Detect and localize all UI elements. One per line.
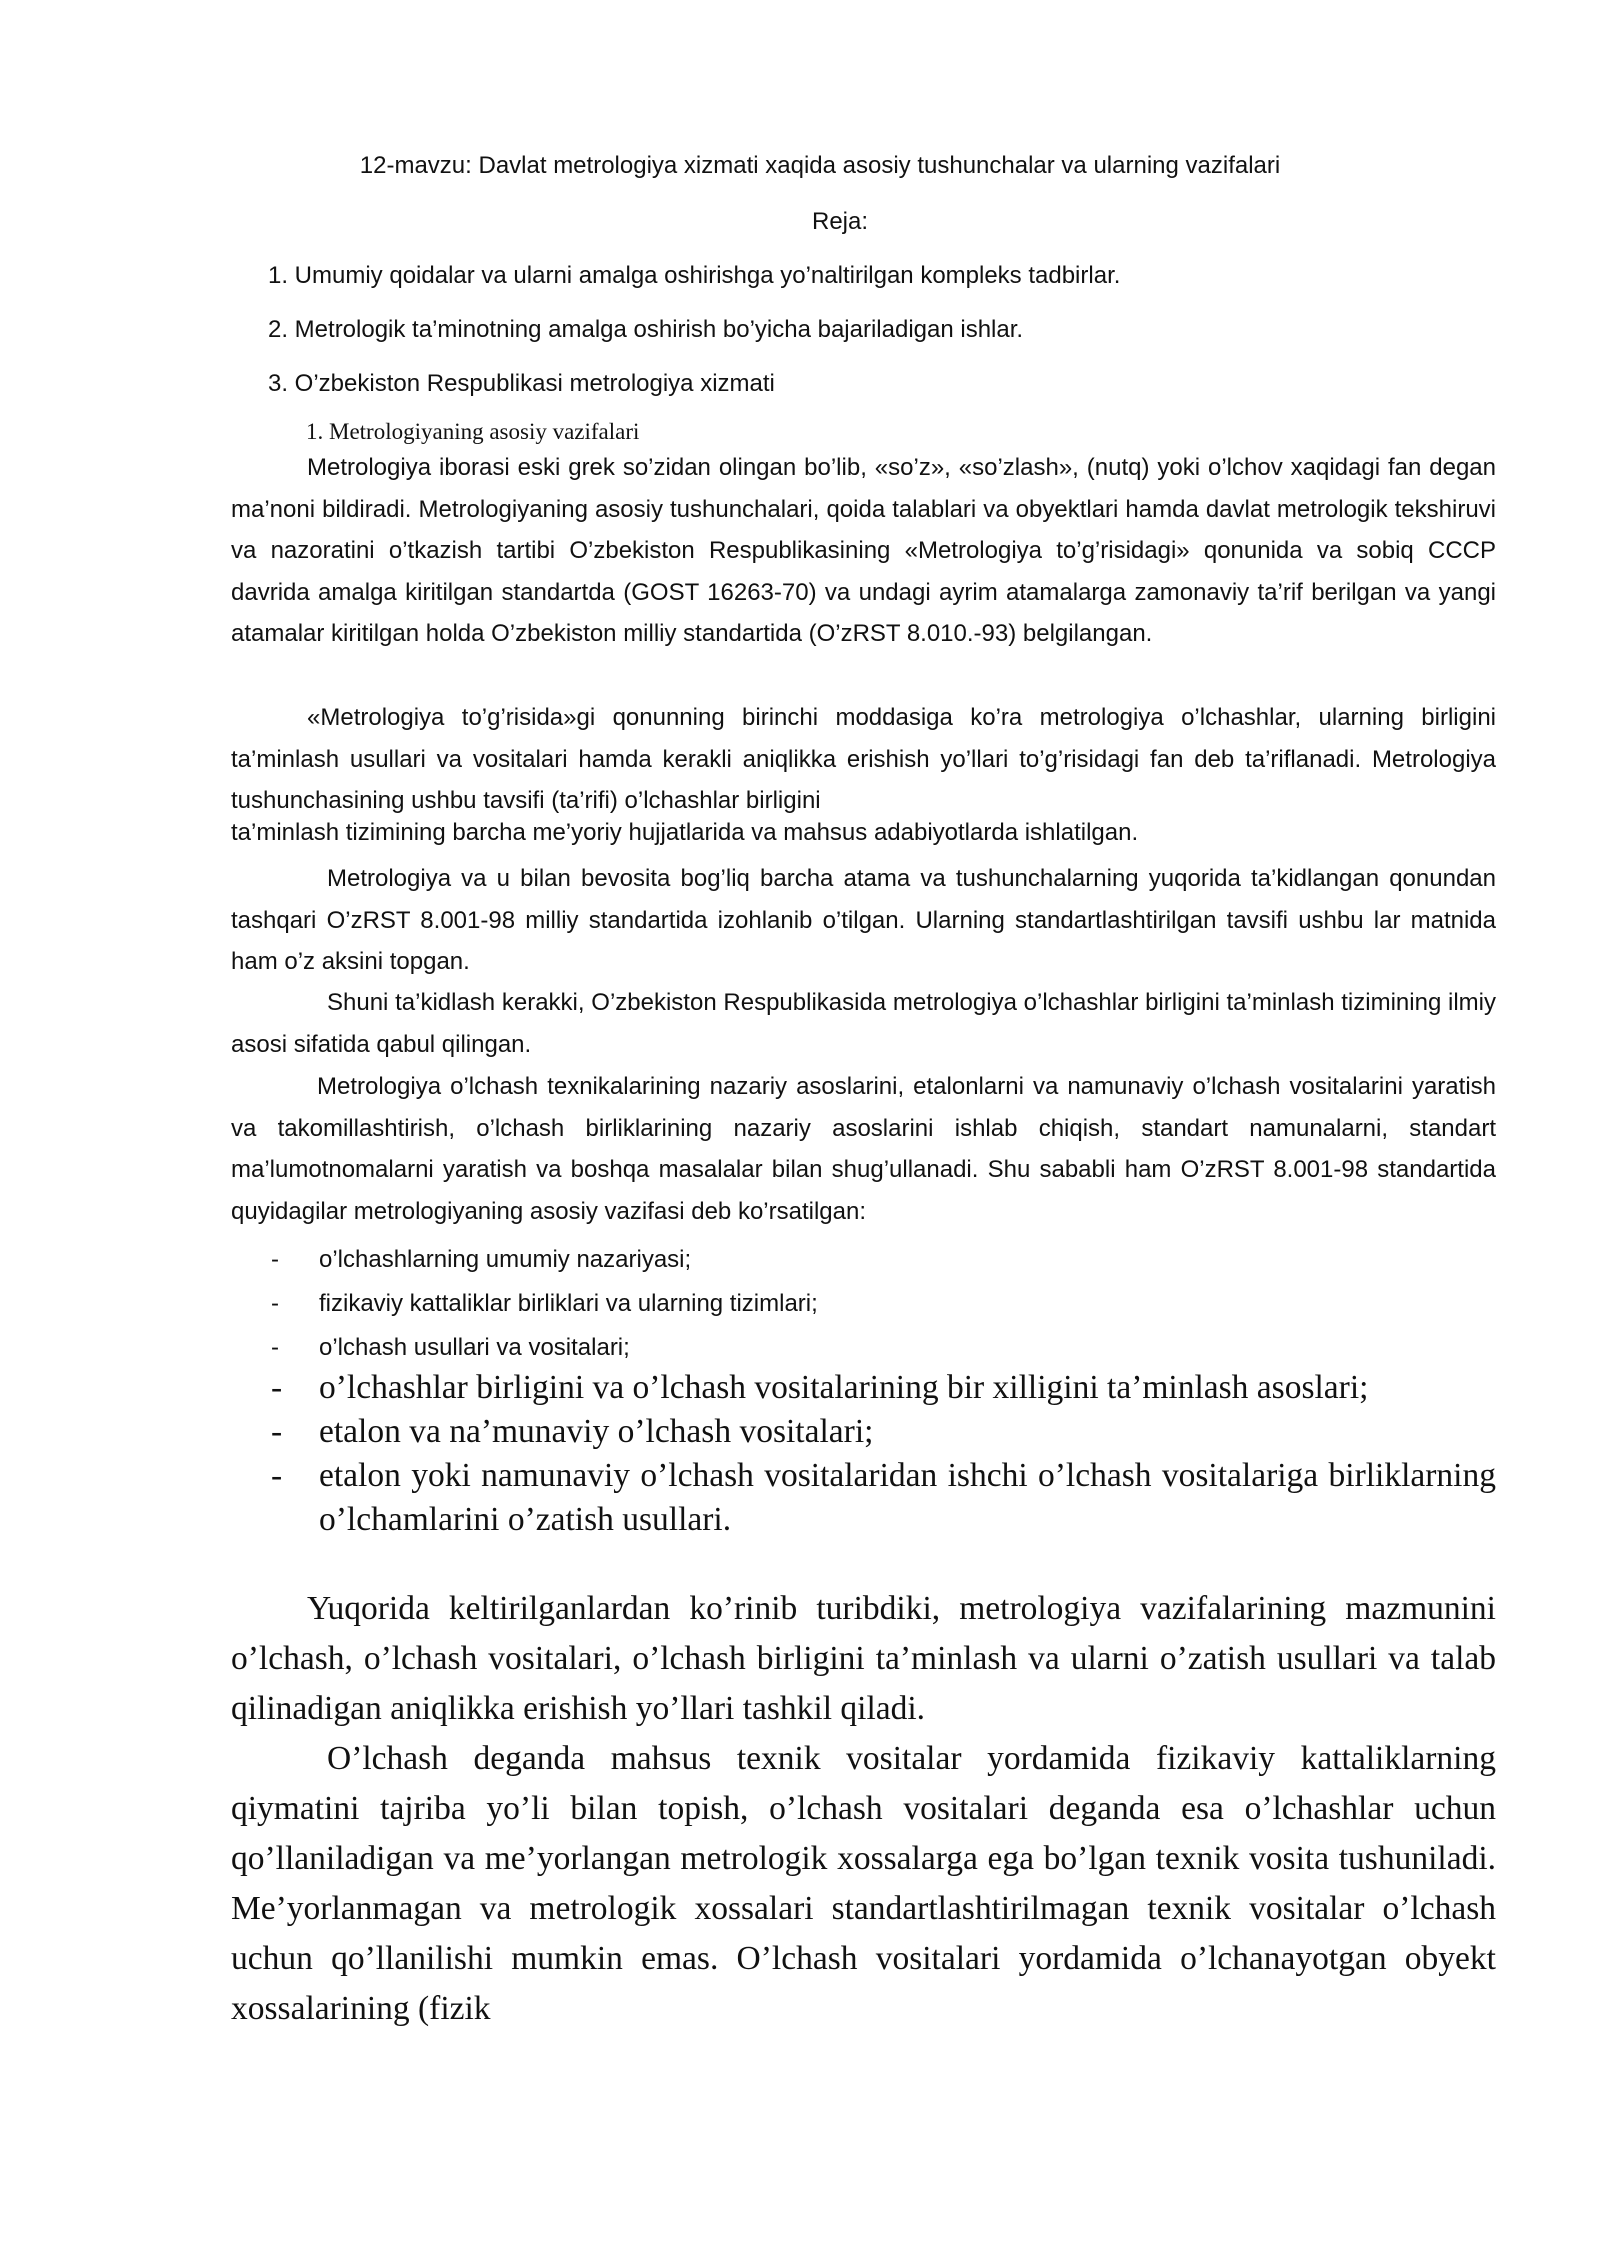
paragraph-text: Metrologiya iborasi eski grek so’zidan olingan bo’lib, «so’z», «so’zlash», (nutq) yoki o’lchov xaqidagi fan degan ma’noni bildiradi. Metrologiyaning asosiy tushunchalari, qoida talablari va obyektlari hamda davlat metrologik tekshiruvi va nazoratini o’tkazish tartibi O’zbekiston Respublikasining «Metrologiya to’g’risidagi» qonunida va sobiq CCCP davrida amalga kiritilgan standartda (GOST 16263-70) va undagi ayrim atamalarga zamonaviy ta’rif berilgan va yangi atamalar kiritilgan holda O’zbekiston milliy standartida (O’zRST 8.010.-93) belgilangan.	[231, 454, 1496, 647]
paragraph	[231, 697, 1496, 822]
list-item	[231, 1454, 1496, 1542]
paragraph-text: Shuni ta’kidlash kerakki, O’zbekiston Respublikasida metrologiya o’lchashlar birligini ta’minlash tizimining ilmiy asosi sifatida qabul qilingan.	[231, 989, 1496, 1058]
dash-marker: -	[271, 1246, 279, 1273]
dash-marker: -	[271, 1413, 283, 1450]
paragraph-text: Metrologiya va u bilan bevosita bog’liq barcha atama va tushunchalarning yuqorida ta’kidlangan qonundan tashqari O’zRST 8.001-98 milliy standartida izohlanib o’tilgan. Ularning standartlashtirilgan tavsifi ushbu lar matnida ham o’z aksini topgan.	[231, 865, 1496, 975]
list-item	[231, 1410, 1496, 1454]
document-title: 12-mavzu: Davlat metrologiya xizmati xaqida asosiy tushunchalar va ularning vazifalari	[359, 152, 1281, 179]
list-item-text: etalon yoki namunaviy o’lchash vositalaridan ishchi o’lchash vositalariga birliklarning o’lchamlarini o’zatish usullari.	[319, 1457, 1496, 1538]
list-item	[231, 1238, 1496, 1282]
task-list-large	[231, 1366, 1496, 1542]
paragraph-text: ta’minlash tizimining barcha me’yoriy hujjatlarida va mahsus adabiyotlarda ishlatilgan.	[231, 819, 1139, 846]
paragraph	[231, 982, 1496, 1065]
list-item-text: o’lchashlar birligini va o’lchash vositalarining bir xilligini ta’minlash asoslari;	[319, 1369, 1369, 1406]
list-item-text: o’lchashlarning umumiy nazariyasi;	[319, 1246, 692, 1273]
dash-marker: -	[271, 1334, 279, 1361]
list-item	[231, 1282, 1496, 1326]
plan-item: 3. O’zbekiston Respublikasi metrologiya xizmati	[268, 370, 775, 397]
plan-item: 2. Metrologik ta’minotning amalga oshirish bo’yicha bajariladigan ishlar.	[268, 316, 1024, 343]
list-item	[231, 1326, 1496, 1370]
list-item	[231, 1366, 1496, 1410]
section-heading: 1. Metrologiyaning asosiy vazifalari	[306, 419, 640, 444]
list-item-text: etalon va na’munaviy o’lchash vositalari;	[319, 1413, 874, 1450]
paragraph	[231, 447, 1496, 655]
paragraph	[231, 1734, 1496, 2034]
paragraph-text: «Metrologiya to’g’risida»gi qonunning birinchi moddasiga ko’ra metrologiya o’lchashlar, ularning birligini ta’minlash usullari va vositalari hamda kerakli aniqlikka erishish yo’llari to’g’risidagi fan deb ta’riflanadi. Metrologiya tushunchasining ushbu tavsifi (ta’rifi) o’lchashlar birligini	[231, 704, 1496, 814]
list-item-text: fizikaviy kattaliklar birliklari va ularning tizimlari;	[319, 1290, 818, 1317]
task-list-small	[231, 1238, 1496, 1370]
paragraph	[231, 1066, 1496, 1232]
dash-marker: -	[271, 1369, 283, 1406]
paragraph-text: Yuqorida keltirilganlardan ko’rinib turibdiki, metrologiya vazifalarining mazmunini o’lchash, o’lchash vositalari, o’lchash birligini ta’minlash va ularni o’zatish usullari va talab qilinadigan aniqlikka erishish yo’llari tashkil qiladi.	[231, 1590, 1496, 1727]
paragraph-text: Metrologiya o’lchash texnikalarining nazariy asoslarini, etalonlarni va namunaviy o’lchash vositalarini yaratish va takomillashtirish, o’lchash birliklarining nazariy asoslarini ishlab chiqish, standart namunalarni, standart ma’lumotnomalarni yaratish va boshqa masalalar bilan shug’ullanadi. Shu sababli ham O’zRST 8.001-98 standartida quyidagilar metrologiyaning asosiy vazifasi deb ko’rsatilgan:	[231, 1073, 1496, 1225]
list-item-text: o’lchash usullari va vositalari;	[319, 1334, 630, 1361]
paragraph	[231, 858, 1496, 983]
plan-heading: Reja:	[811, 208, 869, 235]
paragraph-text: O’lchash deganda mahsus texnik vositalar yordamida fizikaviy kattaliklarning qiymatini tajriba yo’li bilan topish, o’lchash vositalari deganda esa o’lchashlar uchun qo’llaniladigan va me’yorlangan metrologik xossalarga ega bo’lgan texnik vosita tushuniladi. Me’yorlanmagan va metrologik xossalari standartlashtirilmagan texnik vositalar o’lchash uchun qo’llanilishi mumkin emas. O’lchash vositalari yordamida o’lchanayotgan obyekt xossalarining (fizik	[231, 1740, 1496, 2027]
dash-marker: -	[271, 1290, 279, 1317]
paragraph	[231, 1584, 1496, 1734]
dash-marker: -	[271, 1457, 283, 1494]
paragraph	[231, 812, 1496, 854]
plan-item: 1. Umumiy qoidalar va ularni amalga oshirishga yo’naltirilgan kompleks tadbirlar.	[268, 262, 1121, 289]
